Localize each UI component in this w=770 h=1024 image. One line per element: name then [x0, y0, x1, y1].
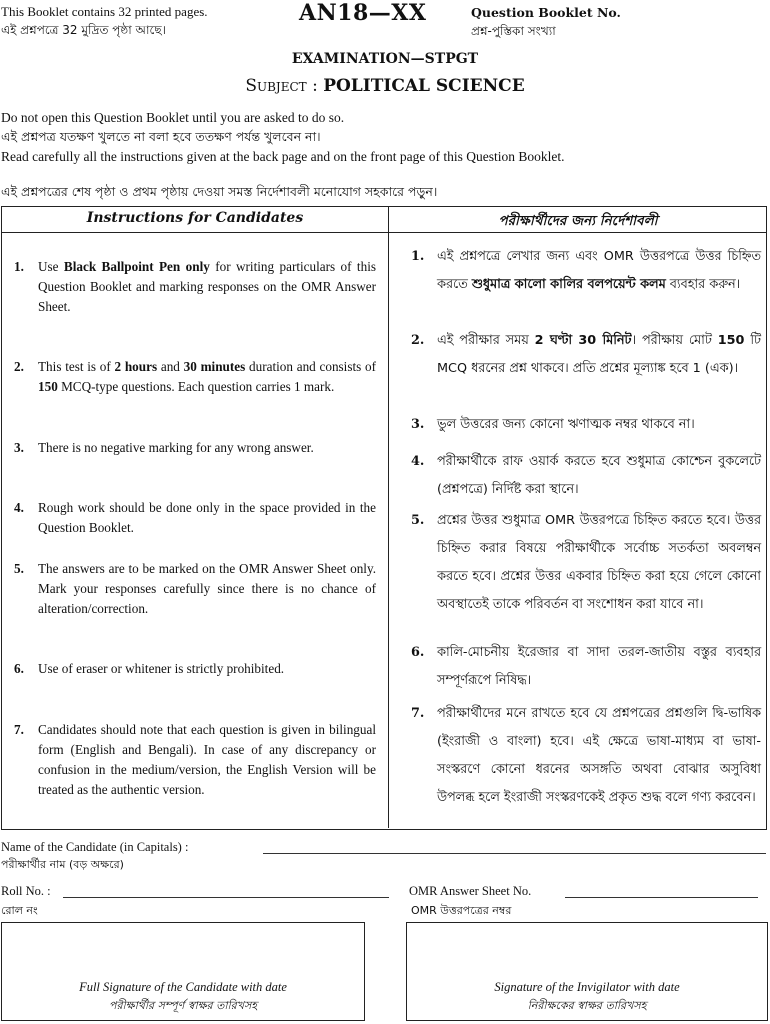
instruction-item-bn-4: 4. পরীক্ষার্থীকে রাফ ওয়ার্ক করতে হবে শুধুমাত্র কোশ্চেন বুকলেটে (প্রশ্নপত্রে) নির্দিষ্ট করা স্থানে। [411, 454, 761, 497]
candidate-name-field[interactable] [263, 853, 766, 854]
instruction-item-3: 3. There is no negative marking for any wrong answer. [14, 440, 314, 455]
column-divider [388, 206, 389, 828]
roll-no-field[interactable] [63, 897, 389, 898]
page-count-bn: এই প্রশ্নপত্রে 32 মুদ্রিত পৃষ্ঠা আছে। [1, 23, 166, 37]
exam-title: EXAMINATION—STPGT [291, 51, 479, 67]
instruction-item-2: 2. This test is of 2 hours and 30 minutes duration and consists of 150 MCQ-type questions. Each question carries 1 mark. [14, 359, 376, 394]
intro-line-1-en: Do not open this Question Booklet until you are asked to do so. [1, 110, 345, 125]
subject-line [0, 76, 770, 96]
instruction-item-bn-1: 1. এই প্রশ্নপত্রে লেখার জন্য এবং OMR উত্তরপত্রে উত্তর চিহ্নিত করতে শুধুমাত্র কালো কালির বলপয়েন্ট কলম ব্যবহার করুন। [411, 249, 761, 292]
omr-sheet-no-label: OMR Answer Sheet No. [409, 884, 532, 898]
omr-sheet-no-field[interactable] [565, 897, 758, 898]
intro-line-1-bn: এই প্রশ্নপত্র যতক্ষণ খুলতে না বলা হবে ততক্ষণ পর্যন্ত খুলবেন না। [1, 129, 321, 144]
question-booklet-no-label: Question Booklet No. [471, 5, 621, 20]
instruction-item-5: 5. The answers are to be marked on the OMR Answer Sheet only. Mark your responses carefully since there is no chance of alteration/correction. [14, 561, 376, 616]
omr-sheet-no-label-bn: OMR উত্তরপত্রের নম্বর [411, 904, 512, 917]
instruction-item-bn-2: 2. এই পরীক্ষার সময় 2 ঘণ্টা 30 মিনিট। পরীক্ষায় মোট 150 টি MCQ ধরনের প্রশ্ন থাকবে। প্রতি প্রশ্নের মূল্যাঙ্ক হবে 1 (এক)। [411, 333, 761, 376]
invigilator-signature-label: Signature of the Invigilator with date [494, 980, 680, 994]
candidate-name-label-bn: পরীক্ষার্থীর নাম (বড় অক্ষরে) [1, 858, 124, 871]
roll-no-label: Roll No. : [1, 884, 51, 898]
subject-value: POLITICAL SCIENCE [323, 76, 525, 96]
roll-no-label-bn: রোল নং [1, 904, 38, 917]
instructions-heading-en: Instructions for Candidates [86, 210, 304, 226]
subject-label: Subject : [245, 76, 318, 96]
instruction-item-bn-6: 6. কালি-মোচনীয় ইরেজার বা সাদা তরল-জাতীয় বস্তুর ব্যবহার সম্পূর্ণরূপে নিষিদ্ধ। [411, 645, 761, 688]
instruction-item-6: 6. Use of eraser or whitener is strictly prohibited. [14, 661, 285, 676]
instruction-item-7: 7. Candidates should note that each question is given in bilingual form (English and Bengali). In case of any discrepancy or confusion in the medium/version, the English Version will be treated as the authentic version. [14, 722, 376, 797]
candidate-signature-label-bn: পরীক্ষার্থীর সম্পূর্ণ স্বাক্ষর তারিখসহ [109, 999, 257, 1012]
invigilator-signature-label-bn: নিরীক্ষকের স্বাক্ষর তারিখসহ [527, 999, 647, 1012]
intro-line-2-bn: এই প্রশ্নপত্রের শেষ পৃষ্ঠা ও প্রথম পৃষ্ঠায় দেওয়া সমস্ত নির্দেশাবলী মনোযোগ সহকারে পড়ুন। [1, 184, 438, 199]
candidate-name-label: Name of the Candidate (in Capitals) : [1, 840, 189, 854]
instruction-item-bn-5: 5. প্রশ্নের উত্তর শুধুমাত্র OMR উত্তরপত্রে চিহ্নিত করতে হবে। উত্তর চিহ্নিত করার বিষয়ে পরীক্ষার্থীকে সর্বোচ্চ সতর্কতা অবলম্বন করতে হবে। প্রশ্নের উত্তর একবার চিহ্নিত করা হয়ে গেলে কোনো অবস্থাতেই তাকে পরিবর্তন বা সংশোধন করা যাবে না। [411, 513, 761, 612]
question-booklet-no-label-bn: প্রশ্ন-পুস্তিকা সংখ্যা [471, 24, 556, 38]
candidate-signature-label: Full Signature of the Candidate with date [79, 980, 287, 994]
booklet-code: AN18—XX [299, 0, 427, 26]
instructions-heading-bn: পরীক্ষার্থীদের জন্য নির্দেশাবলী [498, 213, 658, 229]
instruction-item-bn-7: 7. পরীক্ষার্থীদের মনে রাখতে হবে যে প্রশ্নপত্রের প্রশ্নগুলি দ্বি-ভাষিক (ইংরাজী ও বাংলা) হবে। এই ক্ষেত্রে ভাষা-মাধ্যম বা ভাষা-সংস্করণে কোনো ধরনের অসঙ্গতি অথবা বোঝার অসুবিধা উপলব্ধ হলে ইংরাজী সংস্করণকেই প্রকৃত শুদ্ধ বলে গণ্য করবেন। [411, 706, 761, 805]
intro-line-2-en: Read carefully all the instructions given at the back page and on the front page of this Question Booklet. [1, 149, 565, 164]
instruction-item-bn-3: 3. ভুল উত্তরের জন্য কোনো ঋণাত্মক নম্বর থাকবে না। [411, 417, 695, 432]
instruction-item-1: 1. Use Black Ballpoint Pen only for writing particulars of this Question Booklet and marking responses on the OMR Answer Sheet. [14, 259, 376, 314]
instruction-item-4: 4. Rough work should be done only in the space provided in the Question Booklet. [14, 500, 376, 535]
page-count-en: This Booklet contains 32 printed pages. [1, 4, 208, 19]
